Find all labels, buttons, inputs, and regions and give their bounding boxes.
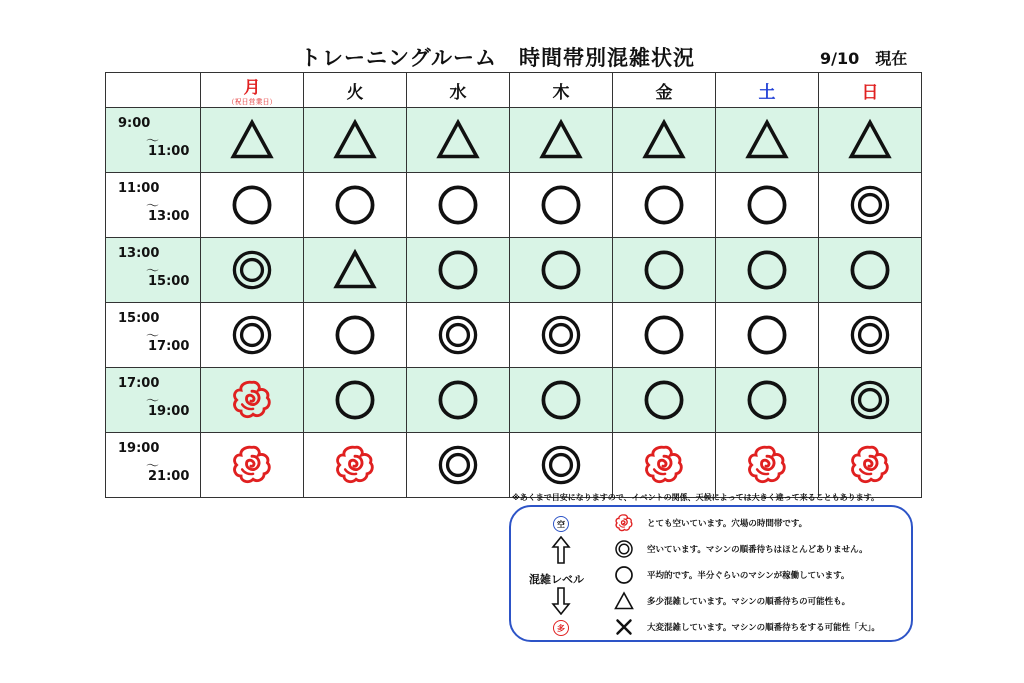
flower-icon — [848, 443, 892, 487]
congestion-cell-sun — [819, 433, 922, 498]
circle-icon — [436, 183, 480, 227]
slot-start: 19:00 — [118, 441, 160, 456]
arrow-down-icon — [551, 587, 571, 615]
legend-item — [611, 591, 850, 611]
circle-icon — [539, 183, 583, 227]
congestion-cell-sat — [716, 173, 819, 238]
double-circle-icon — [436, 443, 480, 487]
congestion-cell-thu — [510, 433, 613, 498]
circle-icon — [642, 378, 686, 422]
triangle-icon — [333, 118, 377, 162]
slot-start: 11:00 — [118, 181, 160, 196]
legend-item — [611, 539, 868, 559]
triangle-icon — [333, 248, 377, 292]
day-header-tue: 火 — [304, 73, 407, 108]
time-slot-row — [106, 303, 922, 368]
time-slot-row — [106, 173, 922, 238]
time-slot-label — [106, 303, 201, 368]
congestion-cell-fri — [613, 238, 716, 303]
corner-cell — [106, 73, 201, 108]
congestion-cell-fri — [613, 173, 716, 238]
double-circle-icon — [848, 183, 892, 227]
legend-item — [611, 617, 880, 637]
double-circle-icon — [614, 539, 634, 559]
legend-text: とても空いています。穴場の時間帯です。 — [647, 519, 808, 529]
double-circle-icon — [848, 313, 892, 357]
flower-icon — [230, 378, 274, 422]
slot-end: 11:00 — [148, 144, 190, 159]
circle-icon — [333, 313, 377, 357]
congestion-cell-thu — [510, 368, 613, 433]
congestion-cell-fri — [613, 433, 716, 498]
time-slot-row — [106, 368, 922, 433]
slot-tilde: ～ — [146, 394, 160, 409]
time-slot-row — [106, 108, 922, 173]
congestion-cell-sun — [819, 108, 922, 173]
circle-icon — [745, 183, 789, 227]
day-header-fri: 金 — [613, 73, 716, 108]
congestion-cell-tue — [304, 303, 407, 368]
slot-end: 19:00 — [148, 404, 190, 419]
congestion-table — [105, 72, 922, 498]
circle-icon — [333, 183, 377, 227]
congestion-cell-mon — [201, 108, 304, 173]
time-slot-row — [106, 433, 922, 498]
congestion-cell-thu — [510, 303, 613, 368]
triangle-icon — [539, 118, 583, 162]
circle-icon — [745, 313, 789, 357]
congestion-cell-wed — [407, 108, 510, 173]
circle-icon — [642, 313, 686, 357]
double-circle-icon — [436, 313, 480, 357]
slot-end: 15:00 — [148, 274, 190, 289]
time-slot-label — [106, 108, 201, 173]
double-circle-icon — [230, 248, 274, 292]
congestion-cell-fri — [613, 368, 716, 433]
double-circle-icon — [539, 443, 583, 487]
congestion-cell-sat — [716, 368, 819, 433]
time-slot-label — [106, 433, 201, 498]
congestion-cell-mon — [201, 368, 304, 433]
congestion-cell-mon — [201, 173, 304, 238]
legend-text: 多少混雑しています。マシンの順番待ちの可能性も。 — [647, 597, 851, 607]
circle-icon — [333, 378, 377, 422]
slot-start: 15:00 — [118, 311, 160, 326]
time-slot-row — [106, 238, 922, 303]
circle-icon — [436, 248, 480, 292]
congestion-cell-sat — [716, 238, 819, 303]
congestion-cell-tue — [304, 108, 407, 173]
congestion-cell-tue — [304, 433, 407, 498]
legend-item — [611, 565, 849, 585]
double-circle-icon — [539, 313, 583, 357]
congestion-cell-wed — [407, 173, 510, 238]
circle-icon — [614, 565, 634, 585]
congestion-cell-sun — [819, 173, 922, 238]
congestion-cell-sat — [716, 433, 819, 498]
circle-icon — [848, 248, 892, 292]
congestion-cell-sun — [819, 303, 922, 368]
circle-icon — [745, 248, 789, 292]
circle-icon — [230, 183, 274, 227]
congestion-cell-tue — [304, 173, 407, 238]
triangle-icon — [230, 118, 274, 162]
vacant-badge: 空 — [553, 516, 569, 532]
congestion-cell-sat — [716, 303, 819, 368]
triangle-icon — [642, 118, 686, 162]
congestion-cell-tue — [304, 238, 407, 303]
flower-icon — [230, 443, 274, 487]
legend-text: 平均的です。半分ぐらいのマシンが稼働しています。 — [647, 571, 850, 581]
slot-tilde: ～ — [146, 199, 160, 214]
circle-icon — [539, 378, 583, 422]
triangle-icon — [745, 118, 789, 162]
time-slot-label — [106, 238, 201, 303]
triangle-icon — [848, 118, 892, 162]
congestion-cell-wed — [407, 368, 510, 433]
slot-tilde: ～ — [146, 264, 160, 279]
time-slot-label — [106, 368, 201, 433]
slot-end: 17:00 — [148, 339, 190, 354]
slot-tilde: ～ — [146, 329, 160, 344]
congestion-cell-mon — [201, 303, 304, 368]
congestion-cell-thu — [510, 173, 613, 238]
day-header-wed: 水 — [407, 73, 510, 108]
double-circle-icon — [230, 313, 274, 357]
flower-icon — [745, 443, 789, 487]
legend-box — [509, 505, 913, 642]
slot-start: 9:00 — [118, 116, 151, 131]
legend-text: 空いています。マシンの順番待ちはほとんどありません。 — [647, 545, 868, 555]
congestion-cell-thu — [510, 108, 613, 173]
slot-tilde: ～ — [146, 459, 160, 474]
day-header-sat: 土 — [716, 73, 819, 108]
congestion-cell-mon — [201, 238, 304, 303]
double-circle-icon — [848, 378, 892, 422]
triangle-icon — [614, 591, 634, 611]
slot-tilde: ～ — [146, 134, 160, 149]
circle-icon — [642, 183, 686, 227]
flower-icon — [333, 443, 377, 487]
header-row — [106, 73, 922, 108]
circle-icon — [539, 248, 583, 292]
congestion-cell-wed — [407, 238, 510, 303]
time-slot-label — [106, 173, 201, 238]
congestion-cell-fri — [613, 303, 716, 368]
triangle-icon — [436, 118, 480, 162]
congestion-cell-sun — [819, 238, 922, 303]
day-header-thu: 木 — [510, 73, 613, 108]
slot-start: 17:00 — [118, 376, 160, 391]
arrow-up-icon — [551, 536, 571, 564]
disclaimer-note: ※あくまで目安になりますので、イベントの関係、天候によっては大きく違って来ることもあります。 — [512, 493, 879, 502]
flower-icon — [614, 513, 634, 533]
cross-icon — [614, 617, 634, 637]
day-header-mon: 月 （祝日営業日） — [201, 73, 304, 108]
congestion-cell-sun — [819, 368, 922, 433]
page-title: トレーニングルーム 時間帯別混雑状況 — [300, 46, 695, 70]
congestion-cell-tue — [304, 368, 407, 433]
congestion-cell-mon — [201, 433, 304, 498]
congestion-cell-sat — [716, 108, 819, 173]
crowded-badge: 多 — [553, 620, 569, 636]
legend-text: 大変混雑しています。マシンの順番待ちをする可能性「大」。 — [647, 623, 880, 633]
congestion-cell-wed — [407, 433, 510, 498]
circle-icon — [642, 248, 686, 292]
current-date: 9/10 現在 — [820, 49, 908, 68]
circle-icon — [745, 378, 789, 422]
congestion-cell-thu — [510, 238, 613, 303]
legend-item — [611, 513, 807, 533]
day-header-sun: 日 — [819, 73, 922, 108]
congestion-cell-fri — [613, 108, 716, 173]
circle-icon — [436, 378, 480, 422]
slot-end: 21:00 — [148, 469, 190, 484]
congestion-cell-wed — [407, 303, 510, 368]
slot-start: 13:00 — [118, 246, 160, 261]
slot-end: 13:00 — [148, 209, 190, 224]
level-label: 混雑レベル — [529, 573, 584, 586]
flower-icon — [642, 443, 686, 487]
